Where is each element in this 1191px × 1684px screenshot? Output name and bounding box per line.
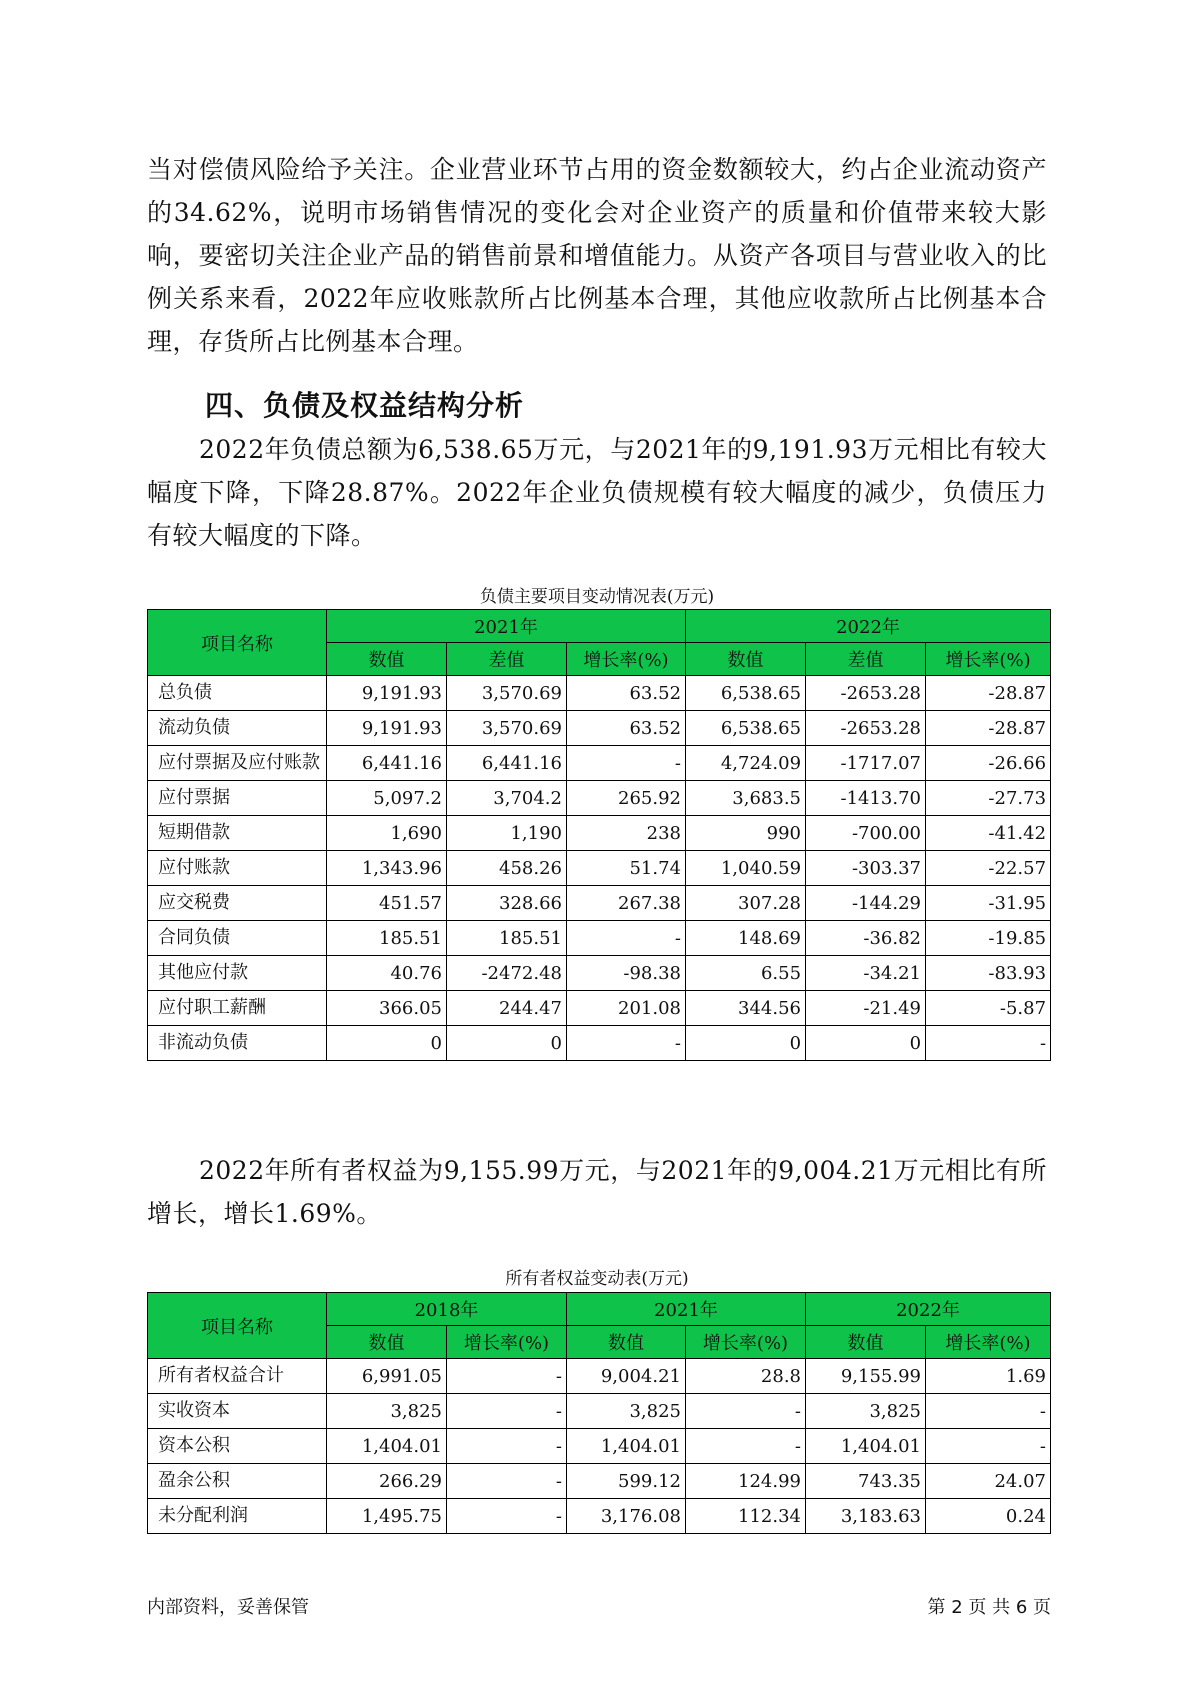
table-cell: 1.69 [926,1359,1051,1394]
table-cell: 244.47 [447,991,567,1026]
table-cell: 0 [806,1026,926,1061]
table-cell: -303.37 [806,851,926,886]
table-cell: 24.07 [926,1464,1051,1499]
equity-table-caption: 所有者权益变动表(万元) [505,1269,689,1289]
table-cell: 6,441.16 [447,746,567,781]
table-cell: 3,176.08 [567,1499,686,1534]
liability-table [147,609,1051,1061]
row-label: 应付票据 [148,781,327,816]
year-header: 2018年 [327,1293,567,1326]
table-cell: -144.29 [806,886,926,921]
column-header: 差值 [806,643,926,676]
table-cell: - [686,1394,806,1429]
column-header: 增长率(%) [447,1326,567,1359]
table-cell: 990 [686,816,806,851]
row-label: 未分配利润 [148,1499,327,1534]
table-cell: - [447,1359,567,1394]
footer-note: 内部资料，妥善保管 [147,1597,309,1618]
row-label: 非流动负债 [148,1026,327,1061]
liability-paragraph: 2022年负债总额为6,538.65万元，与2021年的9,191.93万元相比有较大幅度下降，下降28.87%。2022年企业负债规模有较大幅度的减少，负债压力有较大幅度的下降。 [147,435,1047,550]
table-cell: 9,004.21 [567,1359,686,1394]
table-row [148,711,1051,746]
equity-table [147,1292,1051,1534]
table-cell: 451.57 [327,886,447,921]
table-cell: -5.87 [926,991,1051,1026]
table-cell: 3,183.63 [806,1499,926,1534]
table-row [148,1026,1051,1061]
row-label: 流动负债 [148,711,327,746]
table-cell: -27.73 [926,781,1051,816]
table-cell: 0 [327,1026,447,1061]
equity-paragraph: 2022年所有者权益为9,155.99万元，与2021年的9,004.21万元相比有所增长，增长1.69%。 [147,1156,1047,1228]
table-cell: 743.35 [806,1464,926,1499]
table-cell: 1,404.01 [327,1429,447,1464]
table-row [148,1359,1051,1394]
table-row [148,956,1051,991]
liability-table-caption: 负债主要项目变动情况表(万元) [479,587,715,607]
table-cell: 6,538.65 [686,676,806,711]
table-cell: 5,097.2 [327,781,447,816]
table-cell: -21.49 [806,991,926,1026]
column-header: 增长率(%) [686,1326,806,1359]
row-label: 应付票据及应付账款 [148,746,327,781]
table-cell: -1413.70 [806,781,926,816]
table-cell: 366.05 [327,991,447,1026]
table-cell: - [686,1429,806,1464]
table-cell: -36.82 [806,921,926,956]
table-cell: -22.57 [926,851,1051,886]
table-cell: -26.66 [926,746,1051,781]
table-cell: 0 [686,1026,806,1061]
table-cell: 599.12 [567,1464,686,1499]
table-cell: 307.28 [686,886,806,921]
name-header: 项目名称 [148,610,327,676]
table-cell: - [926,1429,1051,1464]
table-cell: 1,690 [327,816,447,851]
row-label: 其他应付款 [148,956,327,991]
table-cell: 1,190 [447,816,567,851]
table-cell: 1,404.01 [567,1429,686,1464]
column-header: 增长率(%) [567,643,686,676]
table-cell: 28.8 [686,1359,806,1394]
row-label: 合同负债 [148,921,327,956]
table-cell: 328.66 [447,886,567,921]
table-cell: -700.00 [806,816,926,851]
table-row [148,851,1051,886]
table-cell: 6.55 [686,956,806,991]
table-cell: 0.24 [926,1499,1051,1534]
table-row [148,1464,1051,1499]
table-cell: 51.74 [567,851,686,886]
equity-table-body [148,1359,1051,1534]
table-cell: - [447,1464,567,1499]
table-cell: - [567,1026,686,1061]
table-cell: 40.76 [327,956,447,991]
table-cell: 3,704.2 [447,781,567,816]
table-row [148,886,1051,921]
table-row [148,1394,1051,1429]
table-cell: - [447,1429,567,1464]
row-label: 短期借款 [148,816,327,851]
table-cell: 1,495.75 [327,1499,447,1534]
page-number: 第 2 页 共 6 页 [927,1597,1051,1618]
table-cell: 1,343.96 [327,851,447,886]
table-cell: - [926,1394,1051,1429]
table-cell: -34.21 [806,956,926,991]
table-cell: -28.87 [926,676,1051,711]
table-cell: 6,991.05 [327,1359,447,1394]
year-header: 2022年 [686,610,1051,643]
table-cell: 124.99 [686,1464,806,1499]
row-label: 总负债 [148,676,327,711]
table-row [148,816,1051,851]
table-cell: 267.38 [567,886,686,921]
table-cell: -83.93 [926,956,1051,991]
table-cell: 3,570.69 [447,711,567,746]
table-cell: - [447,1394,567,1429]
table-cell: 6,441.16 [327,746,447,781]
table-cell: 3,683.5 [686,781,806,816]
table-row [148,781,1051,816]
table-cell: 3,825 [806,1394,926,1429]
table-cell: -2653.28 [806,711,926,746]
column-header: 数值 [567,1326,686,1359]
table-cell: - [926,1026,1051,1061]
column-header: 数值 [806,1326,926,1359]
column-header: 数值 [327,1326,447,1359]
table-row [148,676,1051,711]
table-row [148,1499,1051,1534]
table-cell: 458.26 [447,851,567,886]
table-cell: 9,155.99 [806,1359,926,1394]
table-cell: 3,825 [567,1394,686,1429]
year-header: 2021年 [327,610,686,643]
table-cell: -98.38 [567,956,686,991]
column-header: 数值 [327,643,447,676]
row-label: 应交税费 [148,886,327,921]
column-header: 增长率(%) [926,643,1051,676]
table-cell: -2472.48 [447,956,567,991]
table-cell: - [567,921,686,956]
intro-paragraph: 当对偿债风险给予关注。企业营业环节占用的资金数额较大，约占企业流动资产的34.62%，说明市场销售情况的变化会对企业资产的质量和价值带来较大影响，要密切关注企业产品的销售前景和增值能力。从资产各项目与营业收入的比例关系来看，2022年应收账款所占比例基本合理，其他应收款所占比例基本合理，存货所占比例基本合理。 [147,155,1047,356]
table-cell: 9,191.93 [327,711,447,746]
table-cell: 112.34 [686,1499,806,1534]
table-cell: 0 [447,1026,567,1061]
row-label: 应付账款 [148,851,327,886]
table-cell: 185.51 [447,921,567,956]
table-row [148,991,1051,1026]
table-cell: 6,538.65 [686,711,806,746]
name-header: 项目名称 [148,1293,327,1359]
table-cell: -19.85 [926,921,1051,956]
table-row [148,1429,1051,1464]
table-cell: -28.87 [926,711,1051,746]
table-cell: 9,191.93 [327,676,447,711]
table-row [148,746,1051,781]
table-cell: -2653.28 [806,676,926,711]
year-header: 2021年 [567,1293,806,1326]
table-cell: - [447,1499,567,1534]
table-cell: 4,724.09 [686,746,806,781]
table-cell: 266.29 [327,1464,447,1499]
table-cell: 148.69 [686,921,806,956]
row-label: 资本公积 [148,1429,327,1464]
table-cell: 201.08 [567,991,686,1026]
table-row [148,921,1051,956]
liability-table-body [148,676,1051,1061]
column-header: 差值 [447,643,567,676]
table-cell: 3,825 [327,1394,447,1429]
table-cell: 265.92 [567,781,686,816]
table-cell: 1,404.01 [806,1429,926,1464]
table-cell: -31.95 [926,886,1051,921]
year-header: 2022年 [806,1293,1051,1326]
column-header: 数值 [686,643,806,676]
table-cell: -41.42 [926,816,1051,851]
table-cell: 238 [567,816,686,851]
table-cell: 344.56 [686,991,806,1026]
table-cell: 185.51 [327,921,447,956]
row-label: 实收资本 [148,1394,327,1429]
column-header: 增长率(%) [926,1326,1051,1359]
table-cell: 63.52 [567,676,686,711]
table-cell: 1,040.59 [686,851,806,886]
row-label: 所有者权益合计 [148,1359,327,1394]
table-cell: - [567,746,686,781]
row-label: 盈余公积 [148,1464,327,1499]
table-cell: 3,570.69 [447,676,567,711]
row-label: 应付职工薪酬 [148,991,327,1026]
table-cell: -1717.07 [806,746,926,781]
section-heading: 四、负债及权益结构分析 [205,389,525,422]
table-cell: 63.52 [567,711,686,746]
